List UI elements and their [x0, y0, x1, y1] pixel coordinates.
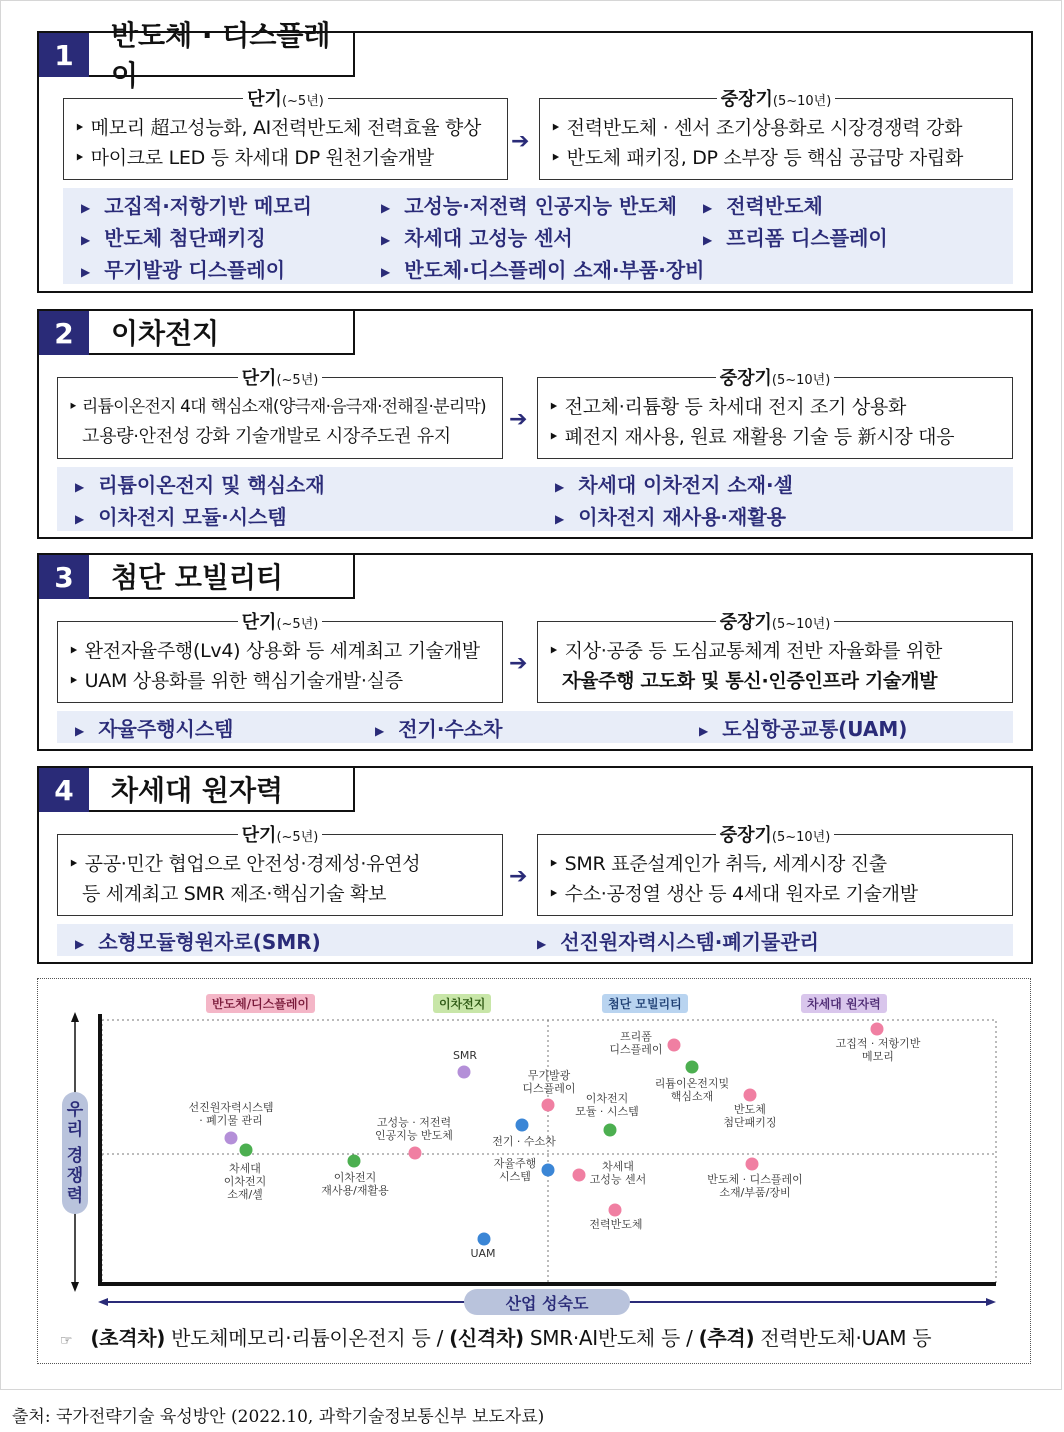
short-term-box — [57, 825, 503, 916]
triangle-icon: ▶ — [381, 232, 391, 247]
chart-point-label: 전력반도체 — [589, 1218, 643, 1231]
y-axis-label: 우 리 경 쟁 력 — [62, 1092, 88, 1214]
triangle-icon: ▶ — [699, 723, 709, 738]
long-term-line: 자율주행 고도화 및 통신·인증인프라 기술개발 — [562, 670, 938, 692]
long-term-label: 중장기 — [719, 825, 772, 846]
long-term-line: ‣ 폐전지 재사용, 원료 재활용 기술 등 新시장 대응 — [548, 426, 955, 448]
triangle-icon: ▶ — [75, 479, 85, 494]
footnote-text: 반도체메모리·리튬이온전지 등 / — [165, 1326, 450, 1350]
triangle-icon: ▶ — [703, 232, 713, 247]
section-header — [39, 768, 355, 812]
tech-item: ▶ 선진원자력시스템·폐기물관리 — [537, 930, 819, 954]
chart-point-label: 차세대 고성능 센서 — [589, 1160, 647, 1186]
tech-item: ▶ 고집적·저항기반 메모리 — [81, 194, 312, 218]
chart-point-label: 차세대 이차전지 소재/셀 — [223, 1162, 267, 1201]
tech-list — [57, 924, 1013, 956]
tech-item: ▶ 도심항공교통(UAM) — [699, 717, 908, 741]
triangle-icon: ▶ — [703, 200, 713, 215]
footnote-text: SMR·AI반도체 등 / — [523, 1326, 699, 1350]
tech-item: ▶ 소형모듈형원자로(SMR) — [75, 930, 321, 954]
short-term-range: (~5년) — [276, 373, 319, 388]
arrow-icon: ➔ — [509, 407, 528, 432]
long-term-line: ‣ 수소·공정열 생산 등 4세대 원자로 기술개발 — [548, 883, 918, 905]
footnote-tag: (신격차) — [449, 1326, 524, 1350]
section-header — [39, 555, 355, 599]
tech-list — [63, 188, 1013, 284]
tech-item: ▶ 차세대 이차전지 소재·셀 — [555, 473, 793, 497]
long-term-line: ‣ SMR 표준설계인가 취득, 세계시장 진출 — [548, 853, 887, 875]
short-term-label: 단기 — [241, 825, 277, 846]
chart-point-label: 이차전지 재사용/재활용 — [321, 1171, 389, 1197]
chart-point-label: 리튬이온전지및 핵심소재 — [654, 1077, 730, 1103]
section-number: 4 — [39, 768, 89, 812]
chart-point-label: 고성능 · 저전력 인공지능 반도체 — [375, 1116, 453, 1142]
short-term-line: ‣ 완전자율주행(Lv4) 상용화 등 세계최고 기술개발 — [68, 640, 480, 662]
tech-item: ▶ 자율주행시스템 — [75, 717, 234, 741]
chart-point-label: 고집적 · 저항기반 메모리 — [835, 1037, 921, 1063]
short-term-line: 고용량·안전성 강화 기술개발로 시장주도권 유지 — [82, 426, 451, 447]
x-axis-label: 산업 성숙도 — [464, 1289, 630, 1315]
triangle-icon: ▶ — [75, 511, 85, 526]
footnote-tag: (추격) — [698, 1326, 755, 1350]
long-term-range: (5~10년) — [771, 373, 831, 388]
long-term-box — [537, 825, 1013, 916]
chart-point-label: 반도체 첨단패키징 — [723, 1103, 777, 1129]
section-mobility — [37, 553, 1033, 751]
short-term-line: ‣ 마이크로 LED 등 차세대 DP 원천기술개발 — [74, 147, 434, 169]
short-term-box — [57, 368, 503, 459]
short-term-line: ‣ 공공·민간 협업으로 안전성·경제성·유연성 — [68, 853, 421, 875]
tech-item: ▶ 전력반도체 — [703, 194, 823, 218]
triangle-icon: ▶ — [381, 200, 391, 215]
short-term-box — [57, 612, 503, 703]
category-pill: 첨단 모빌리티 — [602, 994, 688, 1013]
triangle-icon: ▶ — [555, 511, 565, 526]
section-battery — [37, 309, 1033, 539]
long-term-range: (5~10년) — [771, 830, 831, 845]
footnote-tag: (초격차) — [90, 1326, 166, 1350]
triangle-icon: ▶ — [75, 723, 85, 738]
section-semiconductor — [37, 19, 1033, 293]
short-term-box — [63, 89, 508, 180]
triangle-icon: ▶ — [75, 936, 85, 951]
triangle-icon: ▶ — [81, 200, 91, 215]
section-title: 첨단 모빌리티 — [89, 555, 355, 599]
section-number: 3 — [39, 555, 89, 599]
triangle-icon: ▶ — [81, 232, 91, 247]
triangle-icon: ▶ — [381, 264, 391, 279]
section-number: 2 — [39, 311, 89, 355]
tech-item: ▶ 무기발광 디스플레이 — [81, 258, 286, 282]
arrow-icon: ➔ — [509, 651, 528, 676]
chart-point-label: 자율주행 시스템 — [493, 1157, 537, 1183]
short-term-range: (~5년) — [276, 617, 319, 632]
pointing-hand-icon: ☞ — [60, 1333, 73, 1349]
footnote-text: 전력반도체·UAM 등 — [754, 1326, 932, 1350]
chart-point-label: 무기발광 디스플레이 — [522, 1069, 576, 1095]
chart-point-label: SMR — [452, 1049, 478, 1062]
short-term-label: 단기 — [247, 89, 282, 110]
section-header — [39, 311, 355, 355]
chart-point-label: 선진원자력시스템 · 폐기물 관리 — [188, 1101, 274, 1127]
tech-item: ▶ 반도체·디스플레이 소재·부품·장비 — [381, 258, 705, 282]
long-term-label: 중장기 — [720, 89, 773, 110]
tech-item: ▶ 리튬이온전지 및 핵심소재 — [75, 473, 325, 497]
long-term-range: (5~10년) — [771, 617, 831, 632]
long-term-label: 중장기 — [719, 612, 772, 633]
tech-item: ▶ 반도체 첨단패키징 — [81, 226, 266, 250]
chart-point-label: 반도체 · 디스플레이 소재/부품/장비 — [707, 1173, 803, 1199]
long-term-box — [537, 612, 1013, 703]
tech-item: ▶ 전기·수소차 — [375, 717, 503, 741]
section-title: 이차전지 — [89, 311, 355, 355]
short-term-label: 단기 — [241, 612, 277, 633]
long-term-line: ‣ 지상·공중 등 도심교통체계 전반 자율화를 위한 — [548, 640, 943, 662]
short-term-range: (~5년) — [281, 94, 324, 109]
arrow-icon: ➔ — [509, 864, 528, 889]
short-term-range: (~5년) — [276, 830, 319, 845]
footnote — [60, 1322, 931, 1351]
category-pill: 반도체/디스플레이 — [206, 994, 315, 1013]
tech-list — [57, 711, 1013, 743]
short-term-line: 등 세계최고 SMR 제조·핵심기술 확보 — [82, 883, 387, 905]
short-term-line: ‣ UAM 상용화를 위한 핵심기술개발·실증 — [68, 670, 403, 692]
triangle-icon: ▶ — [555, 479, 565, 494]
arrow-icon: ➔ — [511, 129, 530, 154]
chart-point-label: UAM — [470, 1247, 496, 1260]
short-term-line: ‣ 리튬이온전지 4대 핵심소재(양극재·음극재·전해질·분리막) — [68, 397, 486, 417]
category-pill: 차세대 원자력 — [801, 994, 887, 1013]
tech-item: ▶ 이차전지 모듈·시스템 — [75, 505, 287, 529]
tech-item: ▶ 고성능·저전력 인공지능 반도체 — [381, 194, 677, 218]
short-term-label: 단기 — [241, 368, 277, 389]
chart-point-label: 이차전지 모듈 · 시스템 — [575, 1092, 639, 1118]
category-pill: 이차전지 — [433, 994, 491, 1013]
tech-item: ▶ 프리폼 디스플레이 — [703, 226, 888, 250]
section-nuclear — [37, 766, 1033, 964]
triangle-icon: ▶ — [537, 936, 547, 951]
long-term-line: ‣ 반도체 패키징, DP 소부장 등 핵심 공급망 자립화 — [550, 147, 964, 169]
tech-item: ▶ 이차전지 재사용·재활용 — [555, 505, 786, 529]
long-term-label: 중장기 — [719, 368, 772, 389]
long-term-line: ‣ 전력반도체 · 센서 조기상용화로 시장경쟁력 강화 — [550, 117, 963, 139]
source-caption: 출처: 국가전략기술 육성방안 (2022.10, 과학기술정보통신부 보도자료) — [12, 1407, 545, 1427]
section-header — [39, 19, 355, 92]
tech-list — [57, 467, 1013, 531]
long-term-range: (5~10년) — [772, 94, 832, 109]
chart-point-label: 전기 · 수소차 — [492, 1135, 556, 1148]
short-term-line: ‣ 메모리 超고성능화, AI전력반도체 전력효율 향상 — [74, 117, 482, 139]
section-number: 1 — [39, 33, 89, 77]
section-title: 반도체 · 디스플레이 — [89, 33, 355, 77]
chart-point-label: 프리폼 디스플레이 — [609, 1030, 663, 1056]
tech-item: ▶ 차세대 고성능 센서 — [381, 226, 573, 250]
triangle-icon: ▶ — [81, 264, 91, 279]
long-term-box — [539, 89, 1013, 180]
section-title: 차세대 원자력 — [89, 768, 355, 812]
long-term-line: ‣ 전고체·리튬황 등 차세대 전지 조기 상용화 — [548, 396, 907, 418]
triangle-icon: ▶ — [375, 723, 385, 738]
long-term-box — [537, 368, 1013, 459]
